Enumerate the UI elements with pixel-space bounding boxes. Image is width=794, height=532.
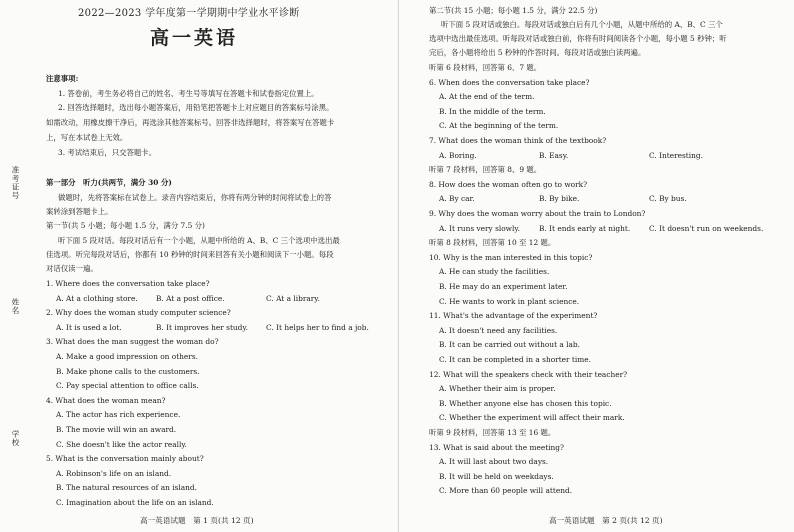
- answer-option: B. At a post office.: [156, 293, 225, 303]
- answer-option: A. Robinson's life on an island.: [56, 468, 172, 478]
- answer-option: C. At the beginning of the term.: [439, 121, 559, 131]
- material-instruction: 听第 6 段材料，回答第 6、7 题。: [429, 63, 542, 72]
- answer-option: B. The natural resources of an island.: [56, 483, 198, 493]
- answer-option: A. He can study the facilities.: [439, 267, 550, 277]
- answer-option: C. Pay special attention to office calls.: [56, 381, 199, 391]
- section-desc: 完后，各小题将给出 5 秒钟的作答时间。每段对话或独白读两遍。: [429, 48, 646, 57]
- side-label-school: 学校: [11, 430, 20, 447]
- answer-option: A. At the end of the term.: [439, 92, 535, 102]
- answer-option: A. The actor has rich experience.: [56, 410, 181, 420]
- notice-line: 上，写在本试卷上无效。: [46, 133, 128, 142]
- notice-line: 1. 答卷前，考生务必将自己的姓名、考生号等填写在答题卡和试卷指定位置上。: [58, 89, 319, 98]
- question-stem: 3. What does the man suggest the woman do?: [46, 337, 219, 347]
- question-stem: 4. What does the woman mean?: [46, 395, 166, 405]
- exam-page-2: [398, 0, 794, 532]
- material-instruction: 听第 8 段材料，回答第 10 至 12 题。: [429, 238, 556, 248]
- answer-option: C. Imagination about the life on an island.: [56, 498, 214, 507]
- notice-line: 2. 回答选择题时，选出每小题答案后，用铅笔把答题卡上对应题目的答案标号涂黑。: [58, 103, 334, 112]
- part-desc: 案转涂到答题卡上。: [46, 207, 113, 216]
- question-stem: 13. What is said about the meeting?: [429, 442, 564, 452]
- section-desc: 佳选项。听完每段对话后，你都有 10 秒钟的时间来回答有关小题和阅读下一小题。每段: [46, 250, 334, 259]
- part-desc: 做题时，先将答案标在试卷上。录音内容结束后，你将有两分钟的时间将试卷上的答: [58, 193, 332, 202]
- answer-option: C. She doesn't like the actor really.: [56, 439, 187, 449]
- question-stem: 6. When does the conversation take place?: [429, 77, 590, 87]
- answer-option: B. It can be carried out without a lab.: [439, 340, 580, 350]
- answer-option: C. At a library.: [266, 293, 320, 303]
- question-stem: 9. Why does the woman worry about the train to London?: [429, 209, 646, 218]
- section-title: 第一节(共 5 小题；每小题 1.5 分，满分 7.5 分): [46, 221, 205, 230]
- answer-option: C. It doesn't run on weekends.: [649, 223, 764, 233]
- material-instruction: 听第 9 段材料，回答第 13 至 16 题。: [429, 428, 556, 437]
- question-stem: 5. What is the conversation mainly about?: [46, 454, 204, 464]
- question-stem: 8. How does the woman often go to work?: [429, 179, 588, 189]
- answer-option: C. Interesting.: [649, 150, 703, 160]
- question-stem: 2. Why does the woman study computer science?: [46, 308, 231, 318]
- answer-option: B. In the middle of the term.: [439, 106, 546, 116]
- exam-title: 高一英语: [150, 27, 239, 49]
- side-label-name: 姓名: [11, 298, 20, 315]
- answer-option: C. More than 60 people will attend.: [439, 486, 573, 496]
- answer-option: A. At a clothing store.: [56, 293, 138, 303]
- section-title: 第二节(共 15 小题；每小题 1.5 分，满分 22.5 分): [429, 6, 598, 15]
- part-title: 第一部分 听力(共两节，满分 30 分): [46, 178, 172, 187]
- section-desc: 听下面 5 段对话或独白。每段对话或独白后有几个小题，从题中所给的 A、B、C 三个: [441, 20, 723, 29]
- section-desc: 选项中选出最佳选项。听每段对话或独白前，你将有时间阅读各个小题，每小题 5 秒钟；听: [429, 34, 727, 43]
- answer-option: C. Whether the experiment will affect their mark.: [439, 413, 625, 423]
- answer-option: B. The movie will win an award.: [56, 425, 177, 434]
- answer-option: B. It will be held on weekdays.: [439, 471, 554, 481]
- material-instruction: 听第 7 段材料，回答第 8、9 题。: [429, 165, 542, 175]
- question-stem: 11. What's the advantage of the experiment?: [429, 311, 598, 321]
- answer-option: A. It is used a lot.: [56, 322, 122, 332]
- answer-option: B. Whether anyone else has chosen this topic.: [439, 398, 612, 408]
- answer-option: A. It will last about two days.: [439, 457, 549, 467]
- notice-title: 注意事项:: [46, 74, 79, 83]
- answer-option: B. Make phone calls to the customers.: [56, 366, 200, 376]
- section-desc: 对话仅读一遍。: [46, 264, 98, 273]
- answer-option: C. It can be completed in a shorter time.: [439, 355, 591, 364]
- question-stem: 10. Why is the man interested in this topic?: [429, 252, 593, 262]
- answer-option: A. By car.: [439, 194, 475, 204]
- answer-option: A. It runs very slowly.: [439, 223, 520, 233]
- page-footer: 高一英语试题 第 2 页(共 12 页): [549, 516, 663, 525]
- side-label-exam-number: 准考证号: [11, 166, 20, 200]
- answer-option: C. He wants to work in plant science.: [439, 296, 580, 306]
- notice-line: 3. 考试结束后，只交答题卡。: [58, 148, 157, 157]
- section-desc: 听下面 5 段对话。每段对话后有一个小题，从题中所给的 A、B、C 三个选项中选出最: [58, 236, 340, 245]
- answer-option: C. It helps her to find a job.: [266, 322, 369, 332]
- page-footer: 高一英语试题 第 1 页(共 12 页): [140, 516, 254, 525]
- answer-option: B. It improves her study.: [156, 322, 248, 332]
- answer-option: A. Boring.: [439, 150, 477, 160]
- answer-option: B. It ends early at night.: [539, 223, 631, 233]
- notice-line: 如需改动，用橡皮擦干净后，再选涂其他答案标号。回答非选择题时，将答案写在答题卡: [46, 118, 335, 127]
- answer-option: B. Easy.: [539, 150, 569, 160]
- question-stem: 7. What does the woman think of the textbook?: [429, 136, 607, 145]
- answer-option: B. He may do an experiment later.: [439, 282, 568, 291]
- answer-option: A. Whether their aim is proper.: [439, 384, 556, 394]
- question-stem: 1. Where does the conversation take place?: [46, 279, 210, 288]
- answer-option: C. By bus.: [649, 194, 687, 204]
- answer-option: B. By bike.: [539, 194, 580, 204]
- question-stem: 12. What will the speakers check with their teacher?: [429, 369, 628, 379]
- answer-option: A. Make a good impression on others.: [56, 352, 198, 361]
- answer-option: A. It doesn't need any facilities.: [439, 325, 558, 335]
- exam-header: 2022—2023 学年度第一学期期中学业水平诊断: [78, 8, 300, 19]
